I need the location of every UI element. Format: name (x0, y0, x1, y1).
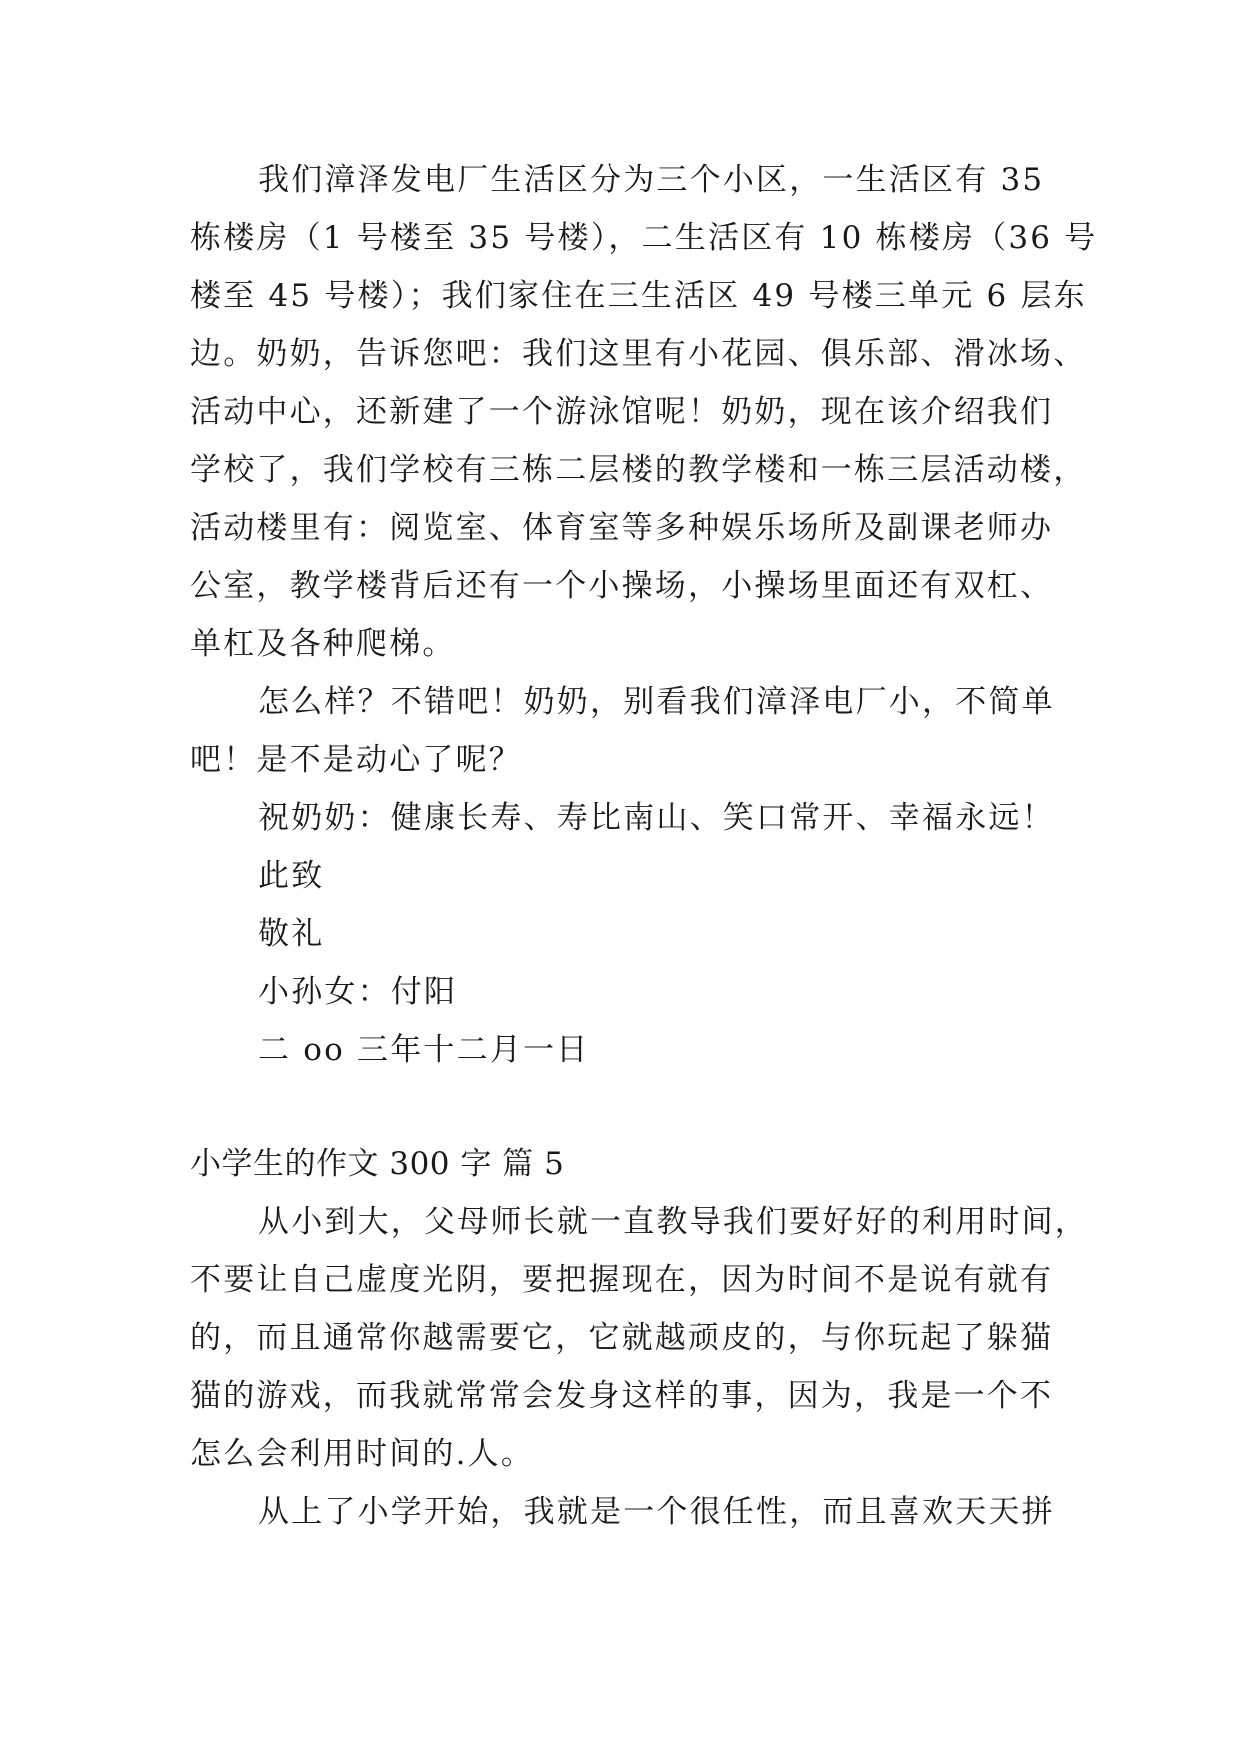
text-line: 边。奶奶，告诉您吧：我们这里有小花园、俱乐部、滑冰场、 (190, 336, 1087, 372)
closing-line: 敬礼 (258, 916, 325, 952)
text-line: 怎么样？不错吧！奶奶，别看我们漳泽电厂小，不简单 (258, 684, 1055, 720)
text-line: 学校了，我们学校有三栋二层楼的教学楼和一栋三层活动楼， (190, 452, 1087, 488)
text-line: 公室，教学楼背后还有一个小操场，小操场里面还有双杠、 (190, 568, 1054, 604)
text-line: 怎么会利用时间的.人。 (190, 1436, 535, 1472)
text-line: 不要让自己虚度光阴，要把握现在，因为时间不是说有就有 (190, 1262, 1054, 1298)
text-line: 楼至 45 号楼）；我们家住在三生活区 49 号楼三单元 6 层东 (190, 278, 1087, 314)
text-line: 我们漳泽发电厂生活区分为三个小区，一生活区有 35 (258, 162, 1045, 198)
closing-line: 此致 (258, 858, 325, 894)
text-line: 猫的游戏，而我就常常会发身这样的事，因为，我是一个不 (190, 1378, 1054, 1414)
text-line: 从上了小学开始，我就是一个很任性，而且喜欢天天拼 (258, 1494, 1055, 1530)
signature-line: 小孙女：付阳 (258, 974, 458, 1010)
text-line: 的，而且通常你越需要它，它就越顽皮的，与你玩起了躲猫 (190, 1320, 1054, 1356)
text-line: 吧！是不是动心了呢？ (190, 742, 522, 778)
date-line: 二 oo 三年十二月一日 (258, 1032, 590, 1068)
section-heading: 小学生的作文 300 字 篇 5 (190, 1146, 565, 1182)
text-line: 活动楼里有：阅览室、体育室等多种娱乐场所及副课老师办 (190, 510, 1054, 546)
text-line: 从小到大，父母师长就一直教导我们要好好的利用时间， (258, 1204, 1088, 1240)
text-line: 单杠及各种爬梯。 (190, 626, 456, 662)
wishes-line: 祝奶奶：健康长寿、寿比南山、笑口常开、幸福永远！ (258, 800, 1055, 836)
text-line: 栋楼房（1 号楼至 35 号楼），二生活区有 10 栋楼房（36 号 (190, 220, 1098, 256)
text-line: 活动中心，还新建了一个游泳馆呢！奶奶，现在该介绍我们 (190, 394, 1054, 430)
